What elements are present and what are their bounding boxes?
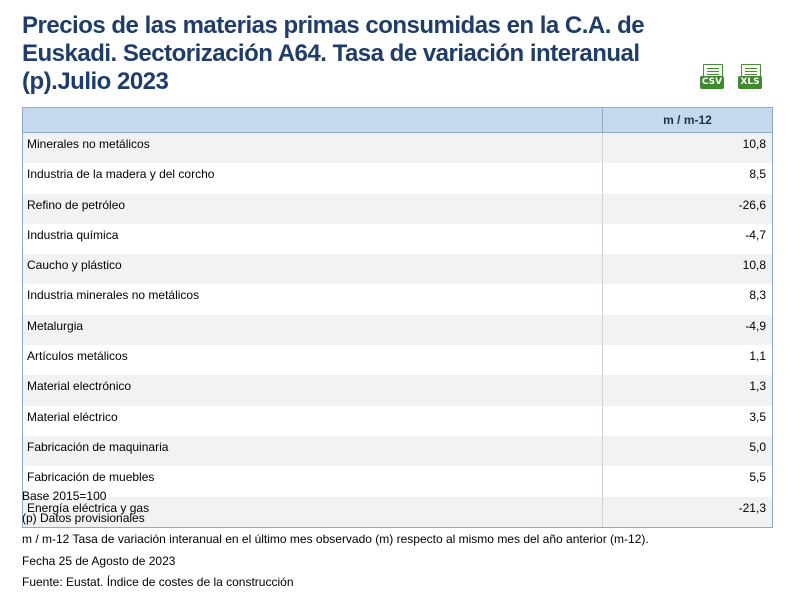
- row-label: Fabricación de muebles: [23, 466, 603, 496]
- note-definition: m / m-12 Tasa de variación interanual en el último mes observado (m) respecto al mismo mes del año anterior (m-12).: [22, 532, 649, 546]
- csv-download-button[interactable]: [700, 64, 724, 90]
- row-value: -26,6: [603, 194, 773, 224]
- row-value: 5,0: [603, 436, 773, 466]
- row-value: 10,8: [603, 254, 773, 284]
- column-header: m / m-12: [603, 108, 773, 133]
- footnotes: [22, 486, 649, 594]
- table-row: [23, 284, 773, 314]
- row-value: 1,3: [603, 375, 773, 405]
- download-toolbar: [700, 64, 762, 90]
- table-row: [23, 406, 773, 436]
- row-label: Material electrónico: [23, 375, 603, 405]
- table-row: [23, 224, 773, 254]
- table-row: [23, 375, 773, 405]
- header-blank-cell: [23, 108, 603, 133]
- row-value: 5,5: [603, 466, 773, 496]
- row-label: Refino de petróleo: [23, 194, 603, 224]
- note-provisional: (p) Datos provisionales: [22, 510, 145, 525]
- row-label: Metalurgia: [23, 315, 603, 345]
- row-label: Industria minerales no metálicos: [23, 284, 603, 314]
- xls-label: XLS: [738, 76, 762, 89]
- table-row: [23, 345, 773, 375]
- table-row: [23, 254, 773, 284]
- row-value: 8,5: [603, 163, 773, 193]
- row-value: 10,8: [603, 133, 773, 164]
- table-body: [23, 133, 773, 528]
- note-source: Fuente: Eustat. Índice de costes de la construcción: [22, 575, 294, 589]
- row-value: 8,3: [603, 284, 773, 314]
- row-label: Industria de la madera y del corcho: [23, 163, 603, 193]
- row-label: Artículos metálicos: [23, 345, 603, 375]
- note-base: Base 2015=100: [22, 489, 107, 503]
- row-label: Industria química: [23, 224, 603, 254]
- table-row: [23, 163, 773, 193]
- row-value: -4,7: [603, 224, 773, 254]
- table-row: [23, 133, 773, 164]
- xls-download-button[interactable]: [738, 64, 762, 90]
- table-row: [23, 315, 773, 345]
- data-table: [22, 107, 773, 528]
- table-header-row: [23, 108, 773, 133]
- page-title: Precios de las materias primas consumidas en la C.A. de Euskadi. Sectorización A64. Tasa de variación interanual (p).Julio 2023: [22, 12, 645, 95]
- row-label: Caucho y plástico: [23, 254, 603, 284]
- row-value: 1,1: [603, 345, 773, 375]
- row-value: 3,5: [603, 406, 773, 436]
- csv-label: CSV: [701, 77, 723, 87]
- row-value: -21,3: [603, 497, 773, 528]
- table-row: [23, 194, 773, 224]
- row-label: Energía eléctrica y gas: [23, 497, 603, 528]
- row-value: -4,9: [603, 315, 773, 345]
- table-row: [23, 436, 773, 466]
- row-label: Fabricación de maquinaria: [23, 436, 603, 466]
- row-label: Material eléctrico: [23, 406, 603, 436]
- row-label: Minerales no metálicos: [23, 133, 603, 164]
- note-date: Fecha 25 de Agosto de 2023: [22, 553, 176, 568]
